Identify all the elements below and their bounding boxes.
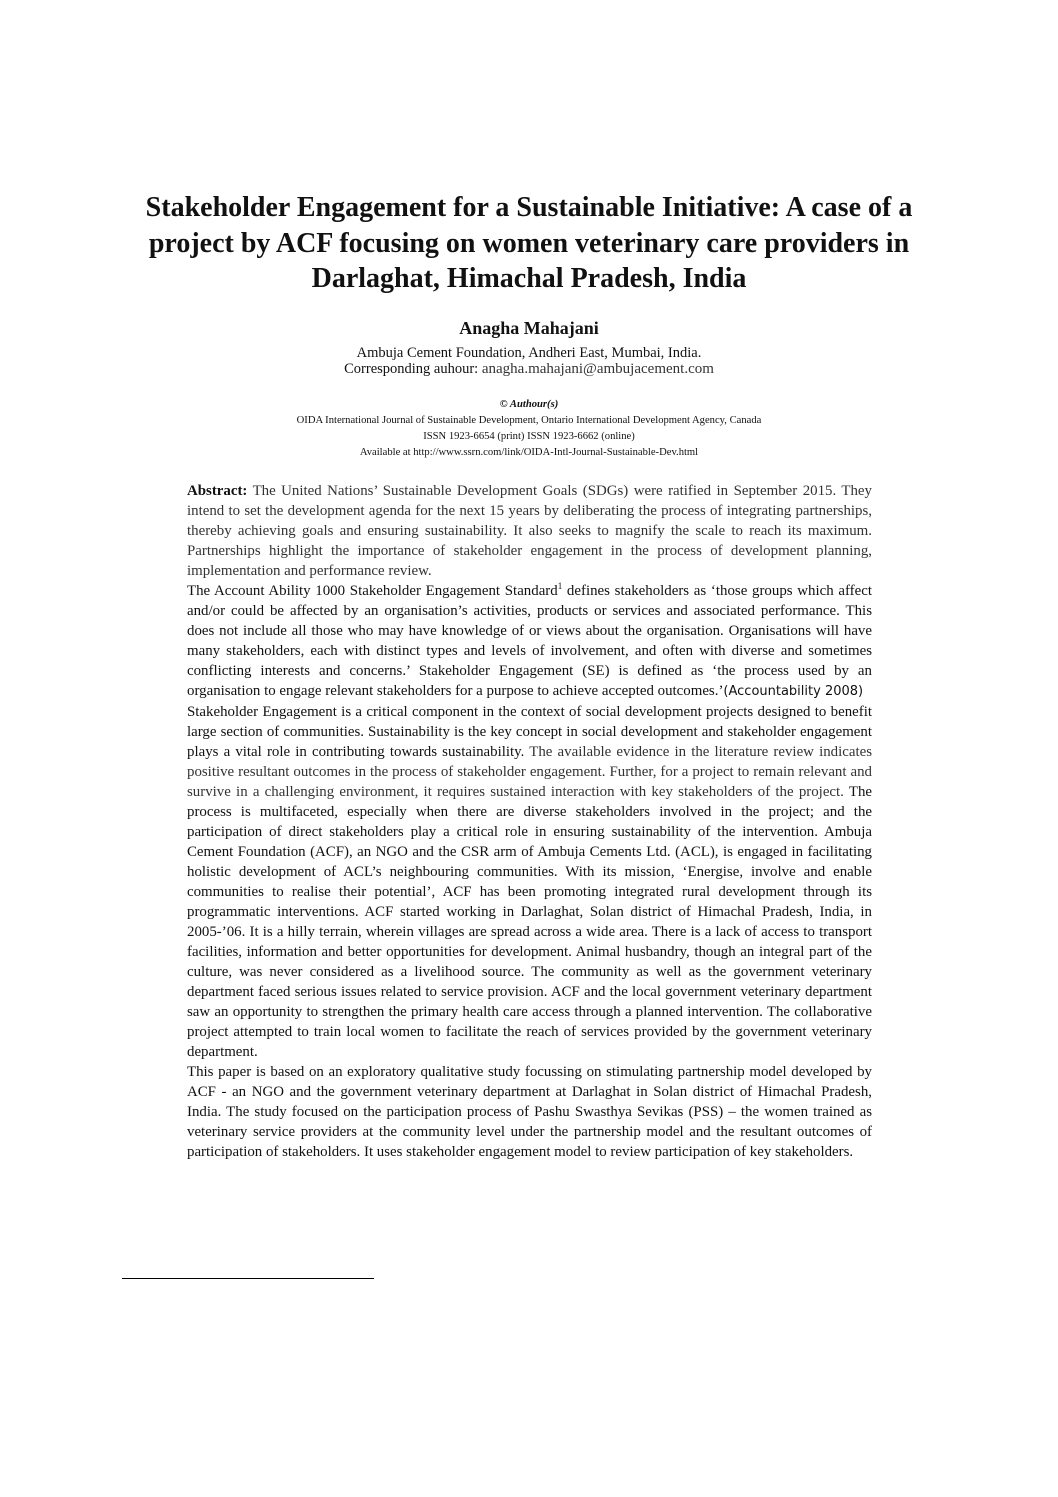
availability-line: Available at http://www.ssrn.com/link/OIDA-Intl-Journal-Sustainable-Dev.html [359, 447, 699, 458]
footnote-marker: 1 [557, 581, 563, 592]
corresponding-author [0, 361, 1058, 378]
paragraph-stakeholder-definition [187, 581, 872, 702]
author-name: Anagha Mahajani [459, 318, 599, 338]
copyright-line: © Authour(s) [499, 399, 559, 410]
citation: (Accountability 2008) [723, 684, 864, 699]
paragraph-text: The process is multifaceted, especially when there are diverse stakeholders involved in the project; and the participation of direct stakeholders play a critical role in ensuring sustainability of the intervention. Ambuja Cement Foundation (ACF), an NGO and the CSR arm of Ambuja Cements Ltd. (ACL), is engaged in facilitating holistic development of ACL’s neighbouring communities. With its mission, ‘Energise, involve and enable communities to realise their potential’, ACF has been promoting integrated rural development through its programmatic interventions. ACF started working in Darlaghat, Solan district of Himachal Pradesh, India, in 2005-’06. It is a hilly terrain, wherein villages are spread across a wide area. There is a lack of access to transport facilities, information and better opportunities for development. Animal husbandry, though an integral part of the culture, was never considered as a livelihood source. The community as well as the government veterinary department faced serious issues related to service provision. ACF and the local government veterinary department saw an opportunity to strengthen the primary health care access through a planned intervention. The collaborative project attempted to train local women to facilitate the reach of services provided by the government veterinary department. [187, 784, 873, 1060]
body-text [187, 481, 872, 1162]
paragraph-context [187, 702, 872, 1062]
abstract-text: The United Nations’ Sustainable Development Goals (SDGs) were ratified in September 2015. They intend to set the development agenda for the next 15 years by deliberating the process of integrating partnerships, thereby achieving goals and ensuring sustainability. It also seeks to magnify the scale to reach its maximum. Partnerships highlight the importance of stakeholder engagement in the process of development planning, implementation and performance review. [187, 483, 872, 579]
paragraph-text: The Account Ability 1000 Stakeholder Engagement Standard [187, 583, 558, 599]
author-affiliation: Ambuja Cement Foundation, Andheri East, Mumbai, India. [356, 345, 702, 361]
paragraph-study: This paper is based on an exploratory qualitative study focussing on stimulating partnership model developed by ACF - an NGO and the government veterinary department at Darlaghat in Solan district of Himachal Pradesh, India. The study focused on the participation process of Pashu Swasthya Sevikas (PSS) – the women trained as veterinary service providers at the community level under the partnership model and the resultant outcomes of participation of stakeholders. It uses stakeholder engagement model to review participation of key stakeholders. [187, 1064, 872, 1160]
issn-line: ISSN 1923-6654 (print) ISSN 1923-6662 (online) [423, 431, 635, 442]
paragraph-text: Stakeholder Engagement is a critical component in the context of social development projects designed to benefit large section of communities. Sustainability is the key concept in social development and stakeholder engagement plays a vital role in contributing towards sustainability. [187, 704, 872, 760]
corresponding-label: Corresponding auhour: [344, 361, 479, 377]
footnote-separator [122, 1278, 374, 1279]
abstract [187, 481, 872, 581]
abstract-label: Abstract: [187, 483, 248, 499]
paragraph-text: The available evidence in the literature review indicates positive resultant outcomes in the process of stakeholder engagement. Further, for a project to remain relevant and survive in a challenging environment, it requires sustained interaction with key stakeholders of the project. [187, 744, 872, 800]
paper-title: Stakeholder Engagement for a Sustainable Initiative: A case of a project by ACF focusing on women veterinary care providers in Darlaghat, Himachal Pradesh, India [145, 192, 913, 294]
journal-info [0, 397, 1058, 461]
author-email: anagha.mahajani@ambujacement.com [481, 361, 714, 377]
journal-name: OIDA International Journal of Sustainable Development, Ontario International Development Agency, Canada [296, 415, 762, 426]
paragraph-text: defines stakeholders as ‘those groups which affect and/or could be affected by an organisation’s activities, products or services and associated performance. This does not include all those who may have knowledge of or views about the organisation. Organisations will have many stakeholders, each with distinct types and levels of involvement, and often with diverse and sometimes conflicting interests and concerns.’ Stakeholder Engagement (SE) is defined as ‘the process used by an organisation to engage relevant stakeholders for a purpose to achieve accepted outcomes.’ [187, 583, 872, 699]
